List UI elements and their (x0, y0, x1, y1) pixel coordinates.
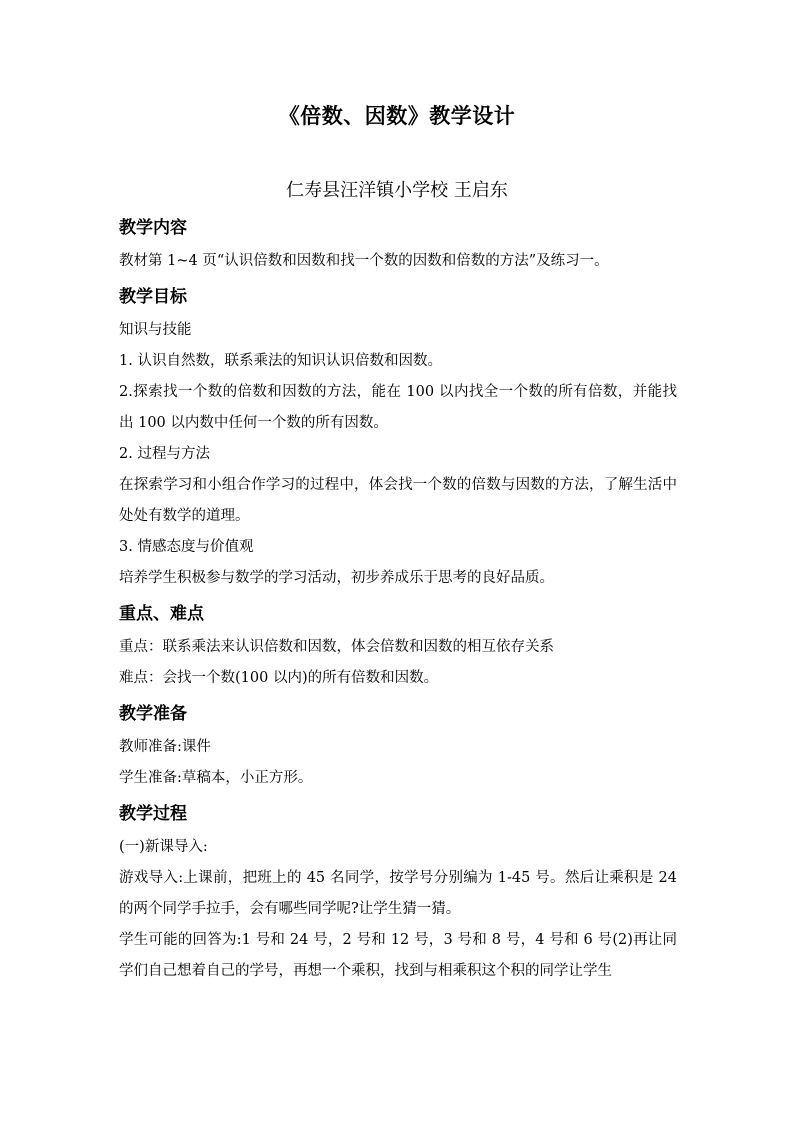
process-step-intro: (一)新课导入: (119, 839, 208, 855)
goals-attitude-paragraph: 培养学生积极参与数学的学习活动，初步养成乐于思考的良好品质。 (119, 570, 554, 586)
goals-item-1: 1. 认识自然数，联系乘法的知识认识倍数和因数。 (119, 353, 442, 369)
preparation-student: 学生准备:草稿本，小正方形。 (119, 770, 313, 786)
keypoint-difficulty: 难点：会找一个数(100 以内)的所有倍数和因数。 (119, 670, 439, 686)
preparation-teacher: 教师准备:课件 (119, 739, 211, 755)
section-heading-goals: 教学目标 (119, 287, 187, 307)
goals-item-2: 2.探索找一个数的倍数和因数的方法，能在 100 以内找全一个数的所有倍数，并能找出 100 以内数中任何一个数的所有因数。 (119, 384, 677, 431)
process-answer-paragraph: 学生可能的回答为:1 号和 24 号，2 号和 12 号，3 号和 8 号，4 号和 6 号(2)再让同学们自己想着自己的学号，再想一个乘积，找到与相乘积这个积的同学让学生 (119, 932, 677, 979)
section-heading-content: 教学内容 (119, 218, 187, 238)
goals-subheading-attitude: 3. 情感态度与价值观 (119, 539, 254, 555)
document-author: 仁寿县汪洋镇小学校 王启东 (286, 180, 508, 201)
section-heading-preparation: 教学准备 (119, 704, 187, 724)
keypoint-focus: 重点：联系乘法来认识倍数和因数，体会倍数和因数的相互依存关系 (119, 639, 554, 655)
document-body (119, 214, 677, 987)
section-heading-process: 教学过程 (119, 804, 187, 824)
section-heading-keypoints: 重点、难点 (119, 604, 204, 624)
content-paragraph: 教材第 1~4 页“认识倍数和因数和找一个数的因数和倍数的方法”及练习一。 (119, 253, 609, 269)
goals-process-paragraph: 在探索学习和小组合作学习的过程中，体会找一个数的倍数与因数的方法，了解生活中处处有数学的道理。 (119, 477, 677, 524)
goals-subheading-knowledge: 知识与技能 (119, 322, 192, 338)
process-game-paragraph: 游戏导入:上课前，把班上的 45 名同学，按学号分别编为 1-45 号。然后让乘积是 24 的两个同学手拉手，会有哪些同学呢?让学生猜一猜。 (119, 870, 677, 917)
document-title: 《倍数、因数》教学设计 (278, 103, 516, 128)
goals-subheading-process: 2. 过程与方法 (119, 446, 210, 462)
